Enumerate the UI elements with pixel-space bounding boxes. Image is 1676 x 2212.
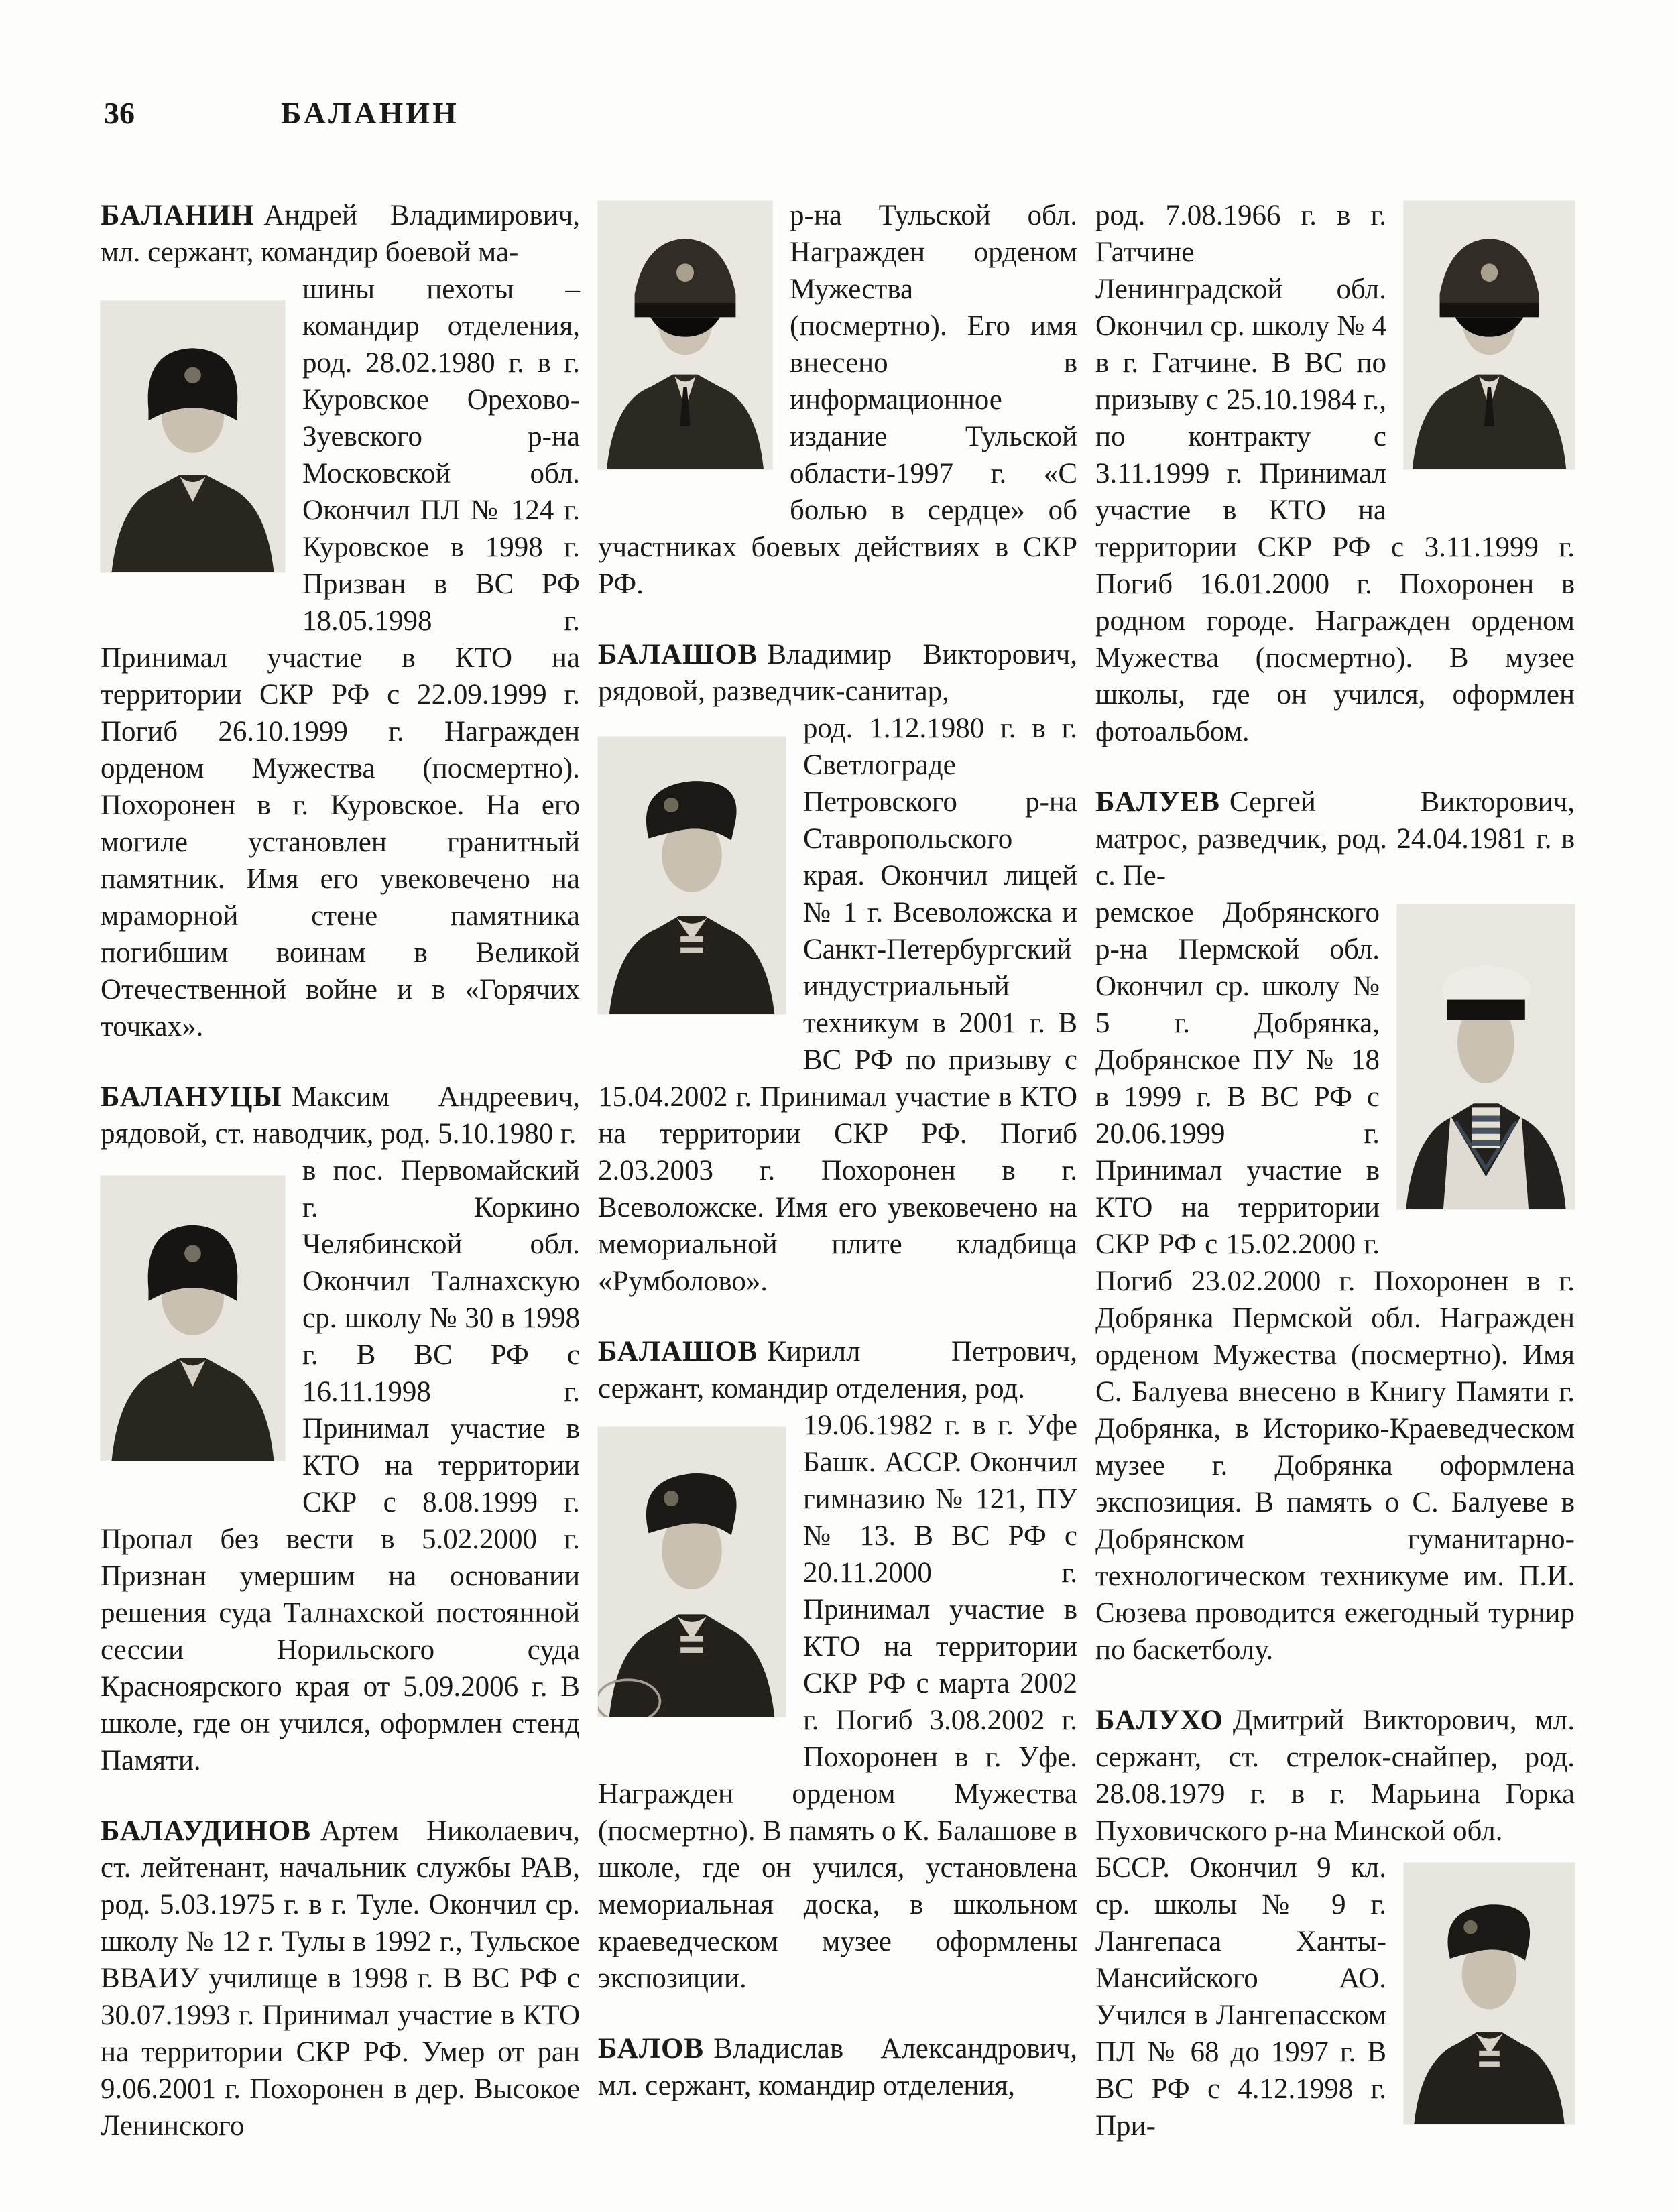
entry-intro: Владимир Викторович, рядовой, разведчик-санитар, xyxy=(598,639,1077,707)
portrait-photo-officer-2 xyxy=(1404,201,1575,469)
entry-intro: Артем Николаевич, ст. лейтенант, начальник службы РАВ, род. 5.03.1975 г. в г. Туле. Окончил ср. школу № 12 г. Тулы в 1992 г., Тульское ВВАИУ училище в 1998 г. В ВС РФ с 30.07.1993 г. Принимал участие в КТО на территории СКР РФ. Умер от ран 9.06.2001 г. Похоронен в дер. Высокое Ленинского xyxy=(101,1815,580,2142)
entry-surname: БАЛУХО xyxy=(1095,1705,1223,1736)
running-head: БАЛАНИН xyxy=(281,96,459,130)
entry-body: шины пехоты – командир отделения, род. 28.02.1980 г. в г. Куровское Орехово-Зуевского р-на Московской обл. Окончил ПЛ № 124 г. Куровское в 1998 г. Призван в ВС РФ 18.05.1998 г. Принимал участие в КТО на территории СКР РФ с 22.09.1999 г. Погиб 26.10.1999 г. Награжден орденом Мужества (посмертно). Похоронен в г. Куровское. На его могиле установлен гранитный памятник. Имя его увековечено на мраморной стене памятника погибшим воинам в Великой Отечественной войне и в «Горячих точках». xyxy=(101,273,580,1042)
entry-heading xyxy=(101,197,580,271)
entry-heading xyxy=(598,2030,1077,2104)
entry-body-block xyxy=(598,197,1077,603)
entry-balukho xyxy=(1095,1702,1575,2155)
entry-surname: БАЛАШОВ xyxy=(598,639,758,670)
entry-body-block xyxy=(1095,894,1575,1668)
entry-heading xyxy=(101,1812,580,2144)
entry-surname: БАЛУЕВ xyxy=(1095,786,1220,818)
entry-heading xyxy=(101,1079,580,1152)
portrait-photo-balashov-vladimir xyxy=(598,737,786,1014)
entry-body-block xyxy=(101,1152,580,1779)
portrait-photo-balanutsy xyxy=(101,1176,285,1461)
entry-body: род. 7.08.1966 г. в г. Гатчине Ленинградской обл. Окончил ср. школу № 4 в г. Гатчине. В ВС по призыву с 25.10.1984 г., по контракту с 3.11.1999 г. Принимал участие в КТО на территории СКР РФ с 3.11.1999 г. Погиб 16.01.2000 г. Похоронен в родном городе. Награжден орденом Мужества (посмертно). В музее школы, где он учился, оформлен фотоальбом. xyxy=(1095,200,1575,747)
entry-intro: Владислав Александрович, мл. сержант, командир отделения, xyxy=(598,2033,1077,2101)
entry-surname: БАЛАШОВ xyxy=(598,1336,758,1367)
entry-body-block xyxy=(1095,197,1575,750)
entry-body-block xyxy=(101,271,580,1045)
entry-baluev xyxy=(1095,784,1575,1668)
column-2 xyxy=(598,197,1077,2155)
entry-heading xyxy=(1095,784,1575,894)
entry-intro: Дмитрий Викторович, мл. сержант, ст. стрелок-снайпер, род. 28.08.1979 г. в г. Марьина Горка Пуховичского р-на Минской обл. xyxy=(1095,1705,1575,1847)
entry-intro: Сергей Викторович, матрос, разведчик, род. 24.04.1981 г. в с. Пе- xyxy=(1095,786,1575,892)
text-columns xyxy=(101,197,1575,2155)
entry-continuation-balaudinov xyxy=(598,197,1077,603)
entry-heading xyxy=(1095,1702,1575,1849)
entry-surname: БАЛАНУЦЫ xyxy=(101,1081,282,1113)
entry-intro: Кирилл Петрович, сержант, командир отделения, род. xyxy=(598,1336,1077,1404)
column-3 xyxy=(1095,197,1575,2155)
entry-surname: БАЛАНИН xyxy=(101,200,255,231)
entry-body: БССР. Окончил 9 кл. ср. школы № 9 г. Лангепаса Ханты-Мансийского АО. Учился в Лангепасском ПЛ № 68 до 1997 г. В ВС РФ с 4.12.1998 г. При- xyxy=(1095,1852,1386,2142)
column-1 xyxy=(101,197,580,2155)
entry-balashov-vladimir xyxy=(598,636,1077,1300)
entry-surname: БАЛАУДИНОВ xyxy=(101,1815,312,1847)
page-header xyxy=(104,98,459,129)
entry-heading xyxy=(598,636,1077,710)
entry-balov xyxy=(598,2030,1077,2104)
entry-body-block xyxy=(598,1407,1077,1997)
entry-body-block xyxy=(598,710,1077,1300)
entry-balashov-kirill xyxy=(598,1333,1077,1997)
entry-intro: Андрей Владимирович, мл. сержант, командир боевой ма- xyxy=(101,200,580,268)
portrait-photo-balanin xyxy=(101,301,285,572)
portrait-photo-baluev xyxy=(1397,904,1575,1209)
entry-body: р-на Тульской обл. Награжден орденом Мужества (посмертно). Его имя внесено в информационное издание Тульской области-1997 г. «С болью в сердце» об участниках боевых действиях в СКР РФ. xyxy=(598,200,1077,600)
entry-heading xyxy=(598,1333,1077,1407)
page-number: 36 xyxy=(104,96,135,130)
entry-body-block xyxy=(1095,1849,1575,2144)
entry-body: ремское Добрянского р-на Пермской обл. Окончил ср. школу № 5 г. Добрянка, Добрянское ПУ № 18 в 1999 г. В ВС РФ с 20.06.1999 г. Принимал участие в КТО на территории СКР РФ с 15.02.2000 г. Погиб 23.02.2000 г. Похоронен в г. Добрянка Пермской обл. Награжден орденом Мужества (посмертно). Имя С. Балуева внесено в Книгу Памяти г. Добрянка, в Историко-Краеведческом музее г. Добрянка оформлена экспозиция. В память о С. Балуеве в Добрянском гуманитарно-технологическом техникуме им. П.И. Сюзева проводится ежегодный турнир по баскетболу. xyxy=(1095,897,1575,1666)
entry-body: род. 1.12.1980 г. в г. Светлограде Петровского р-на Ставропольского края. Окончил лицей № 1 г. Всеволожска и Санкт-Петербургский индустриальный техникум в 2001 г. В ВС РФ по призыву с 15.04.2002 г. Принимал участие в КТО на территории СКР РФ. Погиб 2.03.2003 г. Похоронен в г. Всеволожске. Имя его увековечено на мемориальной плите кладбища «Румболово». xyxy=(598,713,1077,1297)
entry-surname: БАЛОВ xyxy=(598,2033,705,2065)
entry-balanin xyxy=(101,197,580,1045)
portrait-photo-balashov-kirill xyxy=(598,1427,786,1717)
entry-balaudinov xyxy=(101,1812,580,2144)
entry-body: 19.06.1982 г. в г. Уфе Башк. АССР. Окончил гимназию № 121, ПУ № 13. В ВС РФ с 20.11.2000 г. Принимал участие в КТО на территории СКР РФ с марта 2002 г. Погиб 3.08.2002 г. Похоронен в г. Уфе. Награжден орденом Мужества (посмертно). В память о К. Балашове в школе, где он учился, установлена мемориальная доска, в школьном краеведческом музее оформлены экспозиции. xyxy=(598,1410,1077,1994)
portrait-photo-officer xyxy=(598,201,772,469)
entry-body: в пос. Первомайский г. Коркино Челябинской обл. Окончил Талнахскую ср. школу № 30 в 1998 г. В ВС РФ с 16.11.1998 г. Принимал участие в КТО на территории СКР с 8.08.1999 г. Пропал без вести в 5.02.2000 г. Признан умершим на основании решения суда Талнахской постоянной сессии Норильского суда Красноярского края от 5.09.2006 г. В школе, где он учился, оформлен стенд Памяти. xyxy=(101,1155,580,1776)
portrait-photo-balukho xyxy=(1404,1863,1575,2124)
entry-continuation-balov xyxy=(1095,197,1575,750)
entry-intro: Максим Андреевич, рядовой, ст. наводчик, род. 5.10.1980 г. xyxy=(101,1081,580,1150)
entry-balanutsy xyxy=(101,1079,580,1779)
